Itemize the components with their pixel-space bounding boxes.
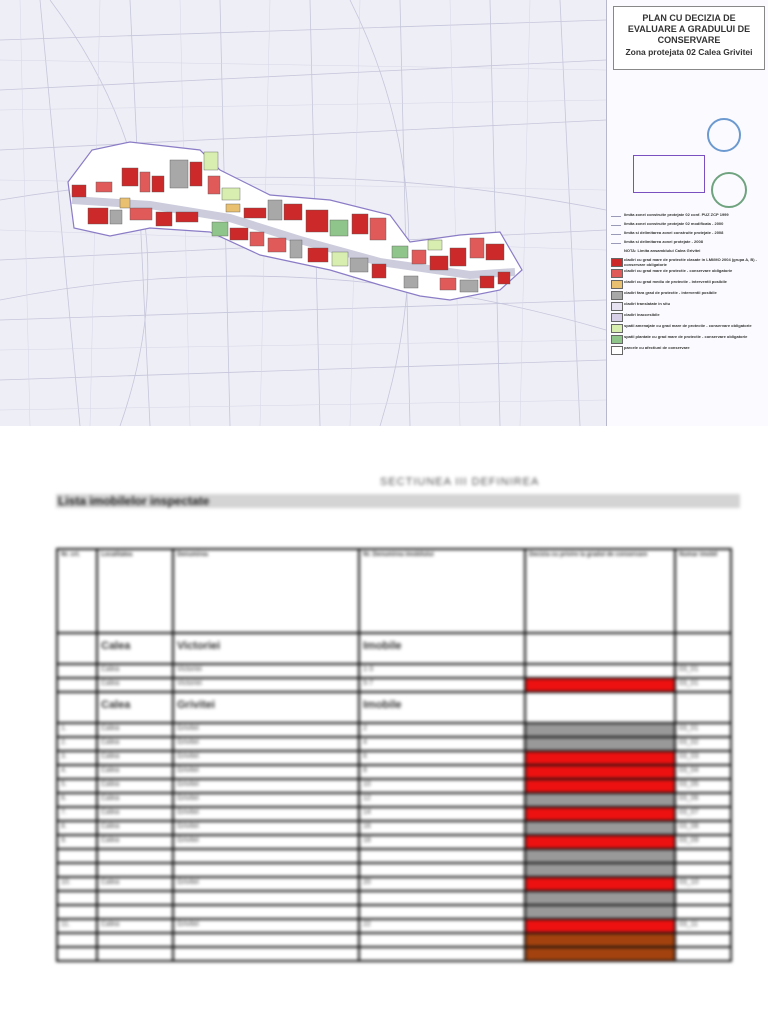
code-cell: 03_09 — [675, 835, 731, 849]
locality-cell — [97, 891, 173, 905]
name-cell: Grivitei — [173, 835, 359, 849]
status-cell — [525, 692, 675, 723]
table-row — [57, 664, 731, 678]
header-cell: Numar imobil — [675, 549, 731, 633]
code-cell: 03_05 — [675, 779, 731, 793]
status-cell — [525, 891, 675, 905]
address-cell — [359, 849, 525, 863]
number-cell: 6. — [57, 793, 97, 807]
table-row — [57, 877, 731, 891]
table-row — [57, 891, 731, 905]
code-cell — [675, 905, 731, 919]
legend-item — [611, 323, 765, 333]
locality-cell: Calea — [97, 793, 173, 807]
name-cell: Grivitei — [173, 723, 359, 737]
address-cell: 18 — [359, 835, 525, 849]
number-cell — [57, 891, 97, 905]
number-cell — [57, 947, 97, 961]
address-cell: 8 — [359, 765, 525, 779]
code-cell: 03_10 — [675, 877, 731, 891]
legend-label: cladiri inaccesibile — [624, 312, 660, 317]
address-cell — [359, 905, 525, 919]
legend-line-swatch — [611, 225, 621, 226]
name-cell: Victoriei — [173, 664, 359, 678]
legend-line-swatch — [611, 243, 621, 244]
street-row — [57, 633, 731, 664]
table-row — [57, 793, 731, 807]
map-title — [614, 13, 764, 46]
number-cell — [57, 849, 97, 863]
code-cell — [675, 933, 731, 947]
code-cell: 03_08 — [675, 821, 731, 835]
number-cell: 4. — [57, 765, 97, 779]
locality-cell: Calea — [97, 765, 173, 779]
legend-item — [611, 312, 765, 322]
status-cell — [525, 807, 675, 821]
legend-label: parcele cu afectiuni de conservare — [624, 345, 690, 350]
street-row — [57, 692, 731, 723]
code-cell: 03_02 — [675, 737, 731, 751]
map-title-line: PLAN CU DECIZIA DE — [642, 13, 736, 23]
locality-cell: Calea — [97, 664, 173, 678]
legend-label: spatii amenajate cu grad mare de protectie - conservare obligatorie — [624, 323, 752, 328]
table-row — [57, 723, 731, 737]
legend-swatch — [611, 313, 623, 322]
header-cell: Nr. crt. — [57, 549, 97, 633]
number-cell: 8. — [57, 821, 97, 835]
table-row — [57, 678, 731, 692]
map-legend-panel — [606, 0, 768, 426]
legend-line-swatch — [611, 216, 621, 217]
name-cell: Grivitei — [173, 751, 359, 765]
address-cell — [359, 891, 525, 905]
table-header-row — [57, 549, 731, 633]
legend-label: cladiri cu grad mare de protectie - conservare obligatorie — [624, 268, 733, 273]
map-subtitle: Zona protejata 02 Calea Grivitei — [625, 47, 753, 57]
name-cell: Grivitei — [173, 737, 359, 751]
name-cell: Grivitei — [173, 793, 359, 807]
street-name-cell: Grivitei — [173, 692, 359, 723]
legend-label: cladiri cu grad mediu de protectie - interventii posibile — [624, 279, 727, 284]
number-cell: 10. — [57, 877, 97, 891]
locality-cell — [97, 933, 173, 947]
table-row — [57, 779, 731, 793]
legend-item — [611, 301, 765, 311]
address-cell: 20 — [359, 877, 525, 891]
address-cell: 12 — [359, 793, 525, 807]
legend-swatch — [611, 324, 623, 333]
table-row — [57, 849, 731, 863]
table-row — [57, 947, 731, 961]
legend-label: NOTA: Limita ansamblului Calea Grivitei — [624, 248, 701, 253]
address-cell: 2 — [359, 723, 525, 737]
table-row — [57, 821, 731, 835]
empty-cell — [57, 692, 97, 723]
code-cell — [675, 947, 731, 961]
name-cell — [173, 863, 359, 877]
header-cell: Nr. Denumirea imobilului — [359, 549, 525, 633]
status-cell — [525, 779, 675, 793]
legend-label: spatii plantate cu grad mare de protectie - conservare obligatorie — [624, 334, 748, 339]
code-cell: 03_01 — [675, 678, 731, 692]
name-cell: Grivitei — [173, 877, 359, 891]
name-cell: Victoriei — [173, 678, 359, 692]
section-header: SECTIUNEA III DEFINIREA — [380, 476, 540, 488]
seal-stamp-icon — [711, 172, 747, 208]
buildings-table — [56, 548, 732, 962]
status-cell — [525, 947, 675, 961]
legend-label: limita zonei construite protejate 02 conf. PUZ ZCP 1999 — [624, 212, 729, 217]
legend-swatch — [611, 280, 623, 289]
number-cell — [57, 905, 97, 919]
code-cell: 03_01 — [675, 723, 731, 737]
table-row — [57, 933, 731, 947]
number-cell: 5. — [57, 779, 97, 793]
approval-stamp — [633, 155, 705, 193]
locality-cell: Calea — [97, 821, 173, 835]
address-cell: 1-3 — [359, 664, 525, 678]
number-cell: 7. — [57, 807, 97, 821]
name-cell — [173, 891, 359, 905]
legend-swatch — [611, 291, 623, 300]
name-cell: Grivitei — [173, 919, 359, 933]
code-cell — [675, 849, 731, 863]
document-section — [0, 426, 768, 1024]
status-cell — [525, 751, 675, 765]
locality-cell: Calea — [97, 723, 173, 737]
street-type-cell: Calea — [97, 692, 173, 723]
legend-item — [611, 290, 765, 300]
map-title-box — [613, 6, 765, 70]
legend-label: limita si delimitarea zonei construite protejate - 2008 — [624, 230, 724, 235]
status-cell — [525, 835, 675, 849]
code-cell: 03_01 — [675, 664, 731, 678]
number-cell: 1. — [57, 723, 97, 737]
map-title-line: EVALUARE A GRADULUI DE — [627, 24, 751, 34]
locality-cell — [97, 849, 173, 863]
legend-label: cladiri fara grad de protectie - interventii posibile — [624, 290, 717, 295]
address-cell: 5-7 — [359, 678, 525, 692]
legend-swatch — [611, 269, 623, 278]
status-cell — [525, 849, 675, 863]
name-cell: Grivitei — [173, 821, 359, 835]
locality-cell — [97, 863, 173, 877]
table-row — [57, 863, 731, 877]
number-cell — [57, 933, 97, 947]
empty-cell — [57, 633, 97, 664]
name-cell — [173, 905, 359, 919]
address-cell — [359, 863, 525, 877]
table-row — [57, 737, 731, 751]
locality-cell: Calea — [97, 877, 173, 891]
street-name-cell: Victoriei — [173, 633, 359, 664]
number-cell — [57, 664, 97, 678]
address-cell — [359, 947, 525, 961]
street-label-cell: Imobile — [359, 692, 525, 723]
empty-cell — [675, 692, 731, 723]
number-cell: 11. — [57, 919, 97, 933]
legend-swatch — [611, 258, 623, 267]
number-cell: 9. — [57, 835, 97, 849]
legend-swatch — [611, 302, 623, 311]
table-row — [57, 835, 731, 849]
status-cell — [525, 723, 675, 737]
locality-cell: Calea — [97, 678, 173, 692]
address-cell: 14 — [359, 807, 525, 821]
header-cell: Decizia cu privire la gradul de conservare — [525, 549, 675, 633]
locality-cell: Calea — [97, 751, 173, 765]
legend-label: cladiri translatate in situ — [624, 301, 671, 306]
name-cell: Grivitei — [173, 765, 359, 779]
name-cell — [173, 947, 359, 961]
code-cell: 03_07 — [675, 807, 731, 821]
table-row — [57, 751, 731, 765]
code-cell: 03_06 — [675, 793, 731, 807]
legend-swatch — [611, 346, 623, 355]
map-title-line: CONSERVARE — [657, 35, 721, 45]
status-cell — [525, 933, 675, 947]
code-cell — [675, 891, 731, 905]
address-cell: 6 — [359, 751, 525, 765]
number-cell: 2. — [57, 737, 97, 751]
document-title: Lista imobilelor inspectate — [58, 494, 210, 508]
code-cell: 03_11 — [675, 919, 731, 933]
name-cell: Grivitei — [173, 807, 359, 821]
status-cell — [525, 678, 675, 692]
status-cell — [525, 765, 675, 779]
table-body — [57, 549, 731, 961]
locality-cell: Calea — [97, 737, 173, 751]
locality-cell — [97, 947, 173, 961]
legend-item — [611, 268, 765, 278]
status-cell — [525, 664, 675, 678]
street-type-cell: Calea — [97, 633, 173, 664]
empty-cell — [675, 633, 731, 664]
code-cell: 03_04 — [675, 765, 731, 779]
locality-cell: Calea — [97, 779, 173, 793]
status-cell — [525, 633, 675, 664]
street-label-cell: Imobile — [359, 633, 525, 664]
legend-label: cladiri cu grad mare de protectie clasate in LMI/MO 2004 (grupa A, B) - conservare obligatorie — [624, 257, 757, 267]
name-cell: Grivitei — [173, 779, 359, 793]
legend-label: limita zonei construite protejate 02 modificata - 2000 — [624, 221, 724, 226]
status-cell — [525, 793, 675, 807]
legend-item — [611, 334, 765, 344]
table-row — [57, 905, 731, 919]
number-cell — [57, 678, 97, 692]
legend-line-swatch — [611, 234, 621, 235]
name-cell — [173, 849, 359, 863]
locality-cell — [97, 905, 173, 919]
address-cell — [359, 933, 525, 947]
legend-label: limita si delimitarea zonei protejate - 2008 — [624, 239, 703, 244]
legend-item — [611, 279, 765, 289]
locality-cell: Calea — [97, 835, 173, 849]
number-cell — [57, 863, 97, 877]
seal-stamp-icon — [707, 118, 741, 152]
name-cell — [173, 933, 359, 947]
status-cell — [525, 863, 675, 877]
status-cell — [525, 905, 675, 919]
table-row — [57, 765, 731, 779]
locality-cell: Calea — [97, 919, 173, 933]
map-plan — [0, 0, 768, 426]
table-row — [57, 807, 731, 821]
address-cell: 22 — [359, 919, 525, 933]
table-row — [57, 919, 731, 933]
number-cell: 3. — [57, 751, 97, 765]
status-cell — [525, 877, 675, 891]
status-cell — [525, 821, 675, 835]
address-cell: 10 — [359, 779, 525, 793]
address-cell: 4 — [359, 737, 525, 751]
code-cell: 03_03 — [675, 751, 731, 765]
legend-swatch — [611, 335, 623, 344]
legend-item — [611, 257, 765, 267]
header-cell: Denumirea — [173, 549, 359, 633]
status-cell — [525, 919, 675, 933]
status-cell — [525, 737, 675, 751]
legend-item — [611, 345, 765, 355]
locality-cell: Calea — [97, 807, 173, 821]
header-cell: Localitatea — [97, 549, 173, 633]
address-cell: 16 — [359, 821, 525, 835]
code-cell — [675, 863, 731, 877]
